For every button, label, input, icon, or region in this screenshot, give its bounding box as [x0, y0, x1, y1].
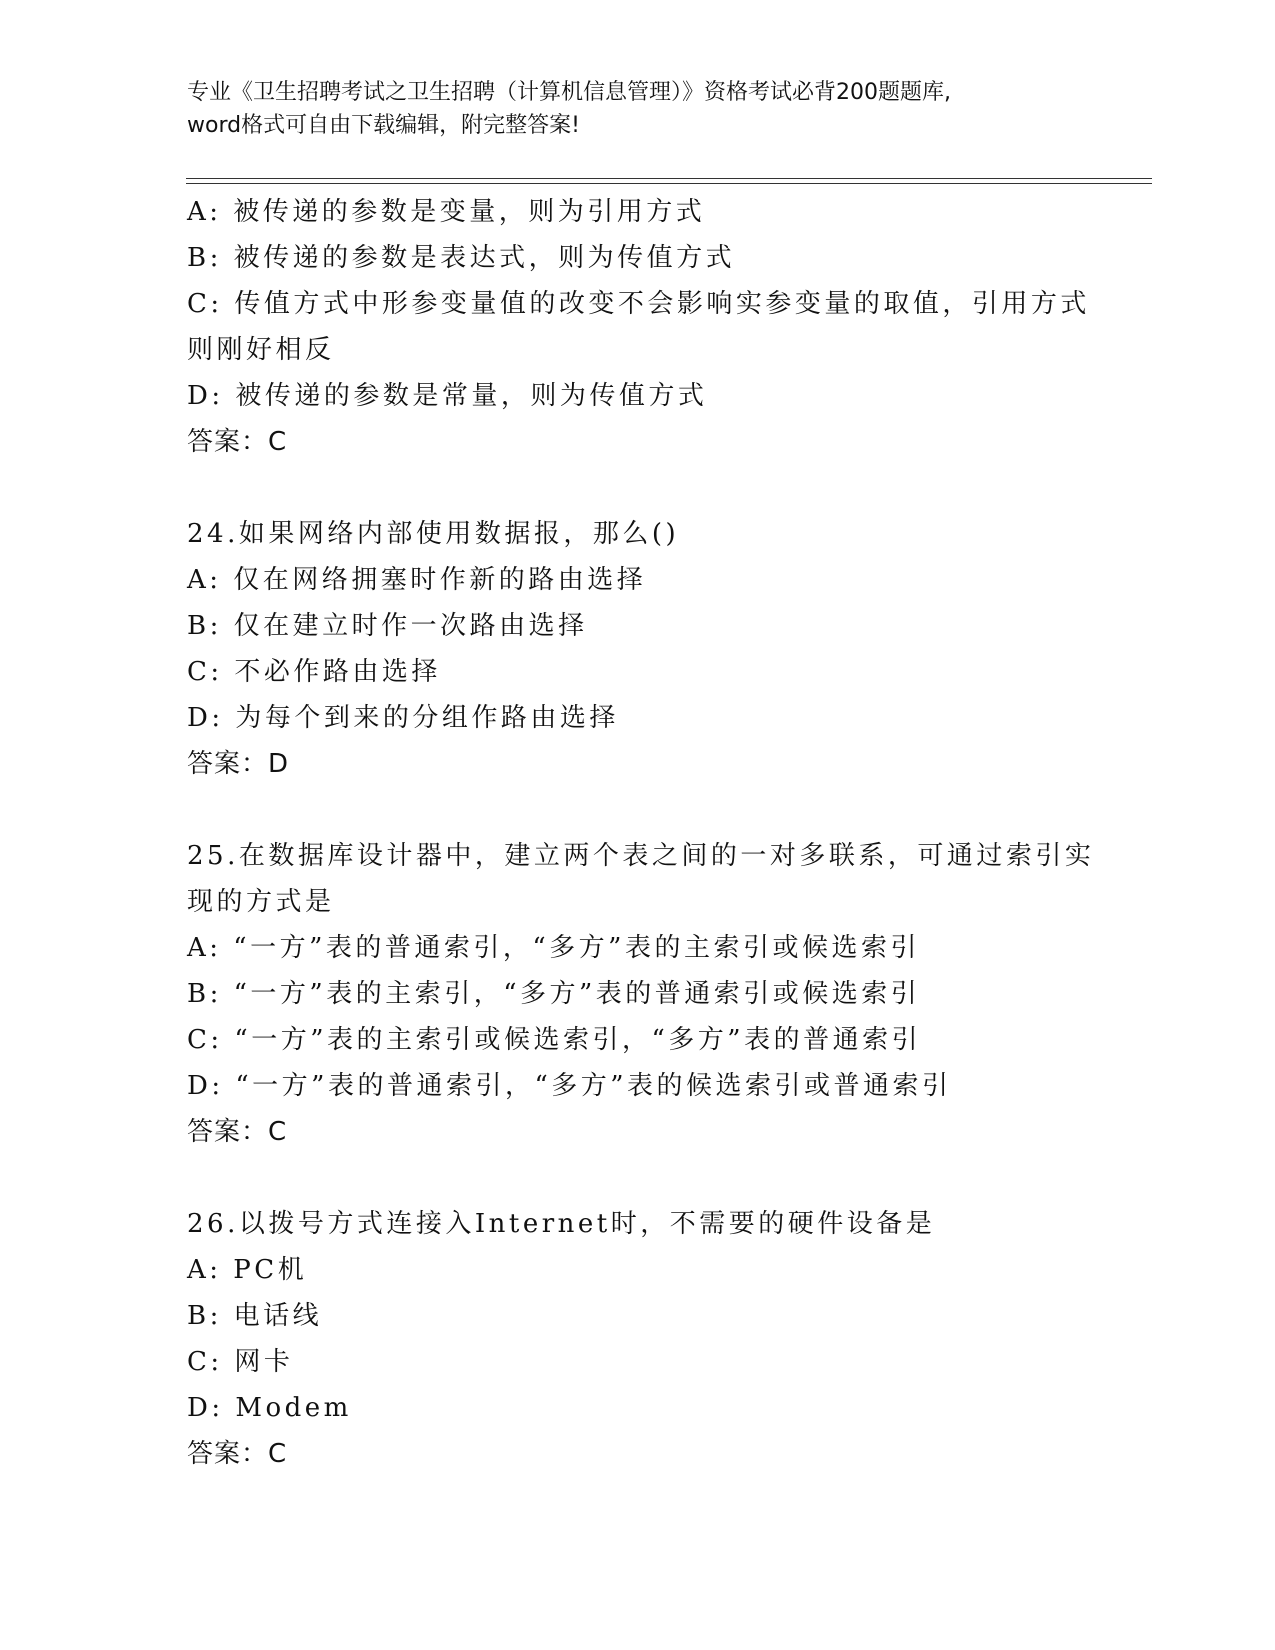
question-23-block	[187, 189, 1090, 465]
question-spacer	[187, 465, 1087, 511]
question-26-option-a: A: PC机	[187, 1255, 308, 1285]
header-title-line-2: word格式可自由下载编辑，附完整答案!	[187, 113, 580, 138]
question-24-stem: 24.如果网络内部使用数据报，那么()	[187, 519, 680, 549]
question-23-answer: 答案：C	[187, 427, 288, 457]
question-26-block	[187, 1201, 1087, 1477]
question-26-stem: 26.以拨号方式连接入Internet时，不需要的硬件设备是	[187, 1209, 936, 1239]
question-25-option-c: C: “一方”表的主索引或候选索引，“多方”表的普通索引	[187, 1025, 922, 1055]
question-24-option-c: C: 不必作路由选择	[187, 657, 441, 687]
question-24-answer: 答案：D	[187, 749, 290, 779]
question-spacer	[187, 1155, 1087, 1201]
question-26-answer: 答案：C	[187, 1439, 288, 1469]
question-26-option-c: C: 网卡	[187, 1347, 294, 1377]
question-24-option-d: D: 为每个到来的分组作路由选择	[187, 703, 619, 733]
question-25-stem-line-2: 现的方式是	[187, 887, 335, 917]
question-25-stem-line-1: 25.在数据库设计器中，建立两个表之间的一对多联系，可通过索引实	[187, 841, 1095, 871]
question-24-option-a: A: 仅在网络拥塞时作新的路由选择	[187, 565, 647, 595]
header-title-line-1: 专业《卫生招聘考试之卫生招聘（计算机信息管理）》资格考试必背200题题库,	[187, 80, 951, 105]
question-25-block	[187, 833, 1095, 1155]
question-23-option-b: B: 被传递的参数是表达式，则为传值方式	[187, 243, 736, 273]
question-24-block	[187, 511, 1087, 787]
question-25-option-d: D: “一方”表的普通索引，“多方”表的候选索引或普通索引	[187, 1071, 952, 1101]
question-24-option-b: B: 仅在建立时作一次路由选择	[187, 611, 588, 641]
question-25-answer: 答案：C	[187, 1117, 288, 1147]
question-23-option-c-line-2: 则刚好相反	[187, 335, 335, 365]
question-spacer	[187, 787, 1087, 833]
question-26-option-b: B: 电话线	[187, 1301, 323, 1331]
header-divider-bottom	[186, 183, 1152, 184]
question-23-option-a: A: 被传递的参数是变量，则为引用方式	[187, 197, 706, 227]
question-23-option-d: D: 被传递的参数是常量，则为传值方式	[187, 381, 708, 411]
question-26-option-d: D: Modem	[187, 1393, 352, 1423]
header-divider-top	[186, 178, 1152, 179]
question-25-option-b: B: “一方”表的主索引，“多方”表的普通索引或候选索引	[187, 979, 921, 1009]
question-list	[187, 189, 1095, 1477]
question-23-option-c-line-1: C: 传值方式中形参变量值的改变不会影响实参变量的取值，引用方式	[187, 289, 1090, 319]
document-header	[187, 76, 1087, 142]
question-25-option-a: A: “一方”表的普通索引，“多方”表的主索引或候选索引	[187, 933, 920, 963]
